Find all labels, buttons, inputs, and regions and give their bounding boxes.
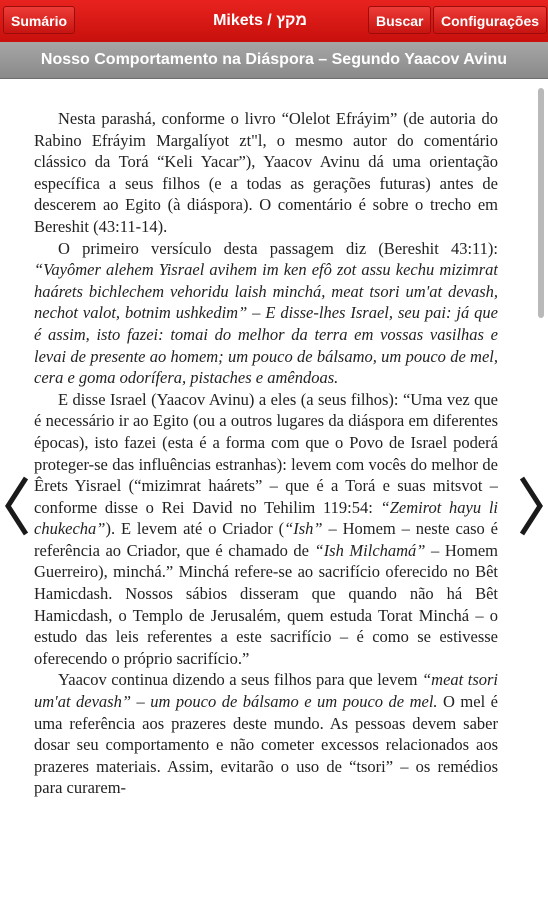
quote-text: “meat tsori um'at devash” – um pouco de bálsamo e um pouco de mel. <box>34 670 498 712</box>
chevron-right-icon <box>516 474 546 538</box>
paragraph-text: – Homem Guerreiro), minchá.” Minchá refere-se ao sacrifício oferecido no Bêt Hamicdash. Nossos sábios disseram que quando não há Bêt Hamicdash, o Templo de Jerusalém, quem estuda Torat Minchá – o estudo das leis referentes a este sacrifício – é como se estivesse oferecendo o próprio sacrifício.” <box>34 540 498 668</box>
paragraph <box>34 238 498 389</box>
paragraph <box>34 389 498 670</box>
quote-text: “Ish” <box>284 519 323 539</box>
page-title: Mikets / מקץ <box>213 12 307 29</box>
top-bar <box>0 0 548 43</box>
paragraph-text: Yaacov continua dizendo a seus filhos para que levem <box>58 670 418 690</box>
article-heading-bar <box>0 42 548 79</box>
quote-text: “Zemirot hayu li chukecha” <box>34 497 498 539</box>
search-button[interactable]: Buscar <box>368 6 431 34</box>
next-page-button[interactable] <box>516 474 546 538</box>
paragraph-text: Nesta parashá, conforme o livro “Olelot Efráyim” (de autoria do Rabino Efráyim Margalíyot zt"l, o mesmo autor do comentário clássico da Torá “Keli Yacar”), Yaacov Avinu dá uma orientação específica a seus filhos (e a todas as gerações futuras) antes de descerem ao Egito (à diáspora). O comentário é sobre o trecho em Bereshit (43:11-14). <box>34 109 498 236</box>
scrollbar-thumb[interactable] <box>538 88 544 318</box>
prev-page-button[interactable] <box>2 474 32 538</box>
paragraph <box>34 108 498 238</box>
quote-text: “Ish Milchamá” <box>314 540 426 560</box>
quote-text: “Vayômer alehem Yisrael avihem im ken efô zot assu kechu mizimrat haárets bichlechem vehoridu laish minchá, meat tsori um'at devash, nechot valot, botnim ushkedim” – E disse-lhes Israel, seu pai: já que é assim, isto fazei: tomai do melhor da terra em vossas vasilhas e levai de presente ao homem; um pouco de bálsamo, um pouco de mel, cera e goma odorífera, pistaches e amêndoas. <box>34 260 498 388</box>
menu-button[interactable]: Sumário <box>3 6 75 34</box>
paragraph-text: O primeiro versículo desta passagem diz (Bereshit 43:11): <box>58 238 498 258</box>
paragraph-text: – Homem – neste caso é referência ao Criador, que é chamado de <box>34 519 498 560</box>
paragraph <box>34 669 498 799</box>
settings-button[interactable]: Configurações <box>433 6 547 34</box>
paragraph-text: O mel é uma referência aos prazeres deste mundo. As pessoas devem saber dosar seu comportamento e não cometer excessos relacionados aos prazeres materiais. Assim, evitarão o uso de “tsori” – os remédios para curarem- <box>34 692 498 798</box>
chevron-left-icon <box>2 474 32 538</box>
article-body <box>34 108 498 900</box>
paragraph-text: E disse Israel (Yaacov Avinu) a eles (a seus filhos): “Uma vez que é necessário ir ao Egito (ou a outros lugares da diáspora em diferentes épocas), isto fazei (esta é a forma com que o Povo de Israel poderá proteger-se das influências estranhas): levem com vocês do melhor de Êrets Yisrael (“mizimrat haárets” – que é a Torá e suas mitsvot – conforme disse o Rei David no Tehilim 119:54: <box>34 389 498 517</box>
article-heading: Nosso Comportamento na Diáspora – Segundo Yaacov Avinu <box>40 51 508 68</box>
paragraph-text: ). E levem até o Criador ( <box>105 519 285 539</box>
